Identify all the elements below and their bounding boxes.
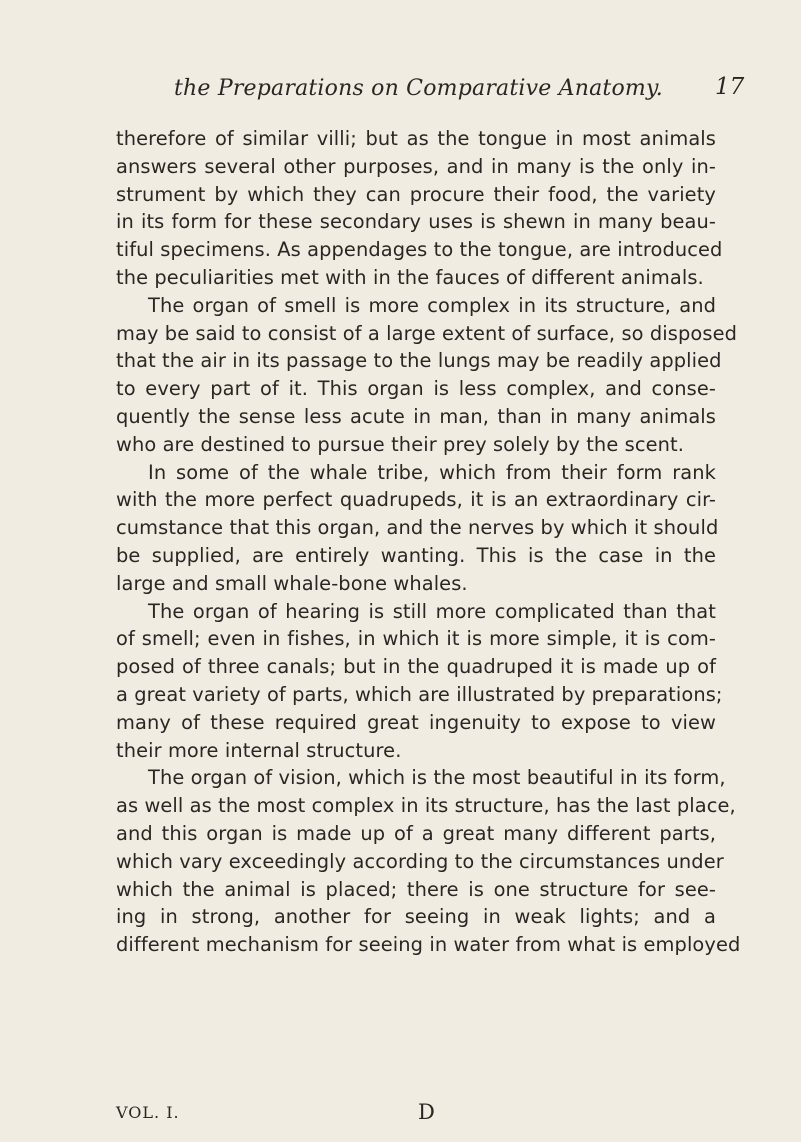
volume-signature: VOL. I. [116,1103,180,1122]
text-line: and this organ is made up of a great many different parts, [116,821,716,845]
text-line: that the air in its passage to the lungs may be readily applied [116,349,722,373]
page-footer [116,1100,716,1131]
text-line: a great variety of parts, which are illustrated by preparations; [116,682,723,706]
text-line: with the more perfect quadrupeds, it is an extraordinary cir- [116,488,716,512]
text-line: tiful specimens. As appendages to the tongue, are introduced [116,238,723,262]
text-line: of smell; even in fishes, in which it is more simple, it is com- [116,627,716,651]
running-title: the Preparations on Comparative Anatomy. [174,76,663,101]
text-line: strument by which they can procure their food, the variety [116,182,716,206]
text-line: the peculiarities met with in the fauces of different animals. [116,265,704,289]
signature-letter: D [418,1100,435,1124]
page-number: 17 [715,74,745,100]
text-line: therefore of similar villi; but as the tongue in most animals [116,127,716,150]
text-line: in its form for these secondary uses is shewn in many beau- [116,210,716,234]
text-line: different mechanism for seeing in water from what is employed [116,933,741,957]
text-line: many of these required great ingenuity to expose to view [116,710,716,734]
text-line: answers several other purposes, and in many is the only in- [116,154,716,178]
text-line: ing in strong, another for seeing in weak lights; and a [116,905,716,929]
paragraph-start-line: In some of the whale tribe, which from their form rank [148,460,716,484]
text-line: posed of three canals; but in the quadruped it is made up of [116,655,716,679]
paragraph-start-line: The organ of hearing is still more complicated than that [148,599,716,623]
text-line: large and small whale-bone whales. [116,571,468,595]
text-line: which the animal is placed; there is one structure for see- [116,877,716,901]
text-line: who are destined to pursue their prey solely by the scent. [116,432,684,456]
text-line: cumstance that this organ, and the nerves by which it should [116,516,719,540]
text-line: may be said to consist of a large extent of surface, so disposed [116,321,738,345]
text-line: which vary exceedingly according to the circumstances under [116,849,724,873]
paragraph-start-line: The organ of smell is more complex in its structure, and [148,293,716,317]
text-line: to every part of it. This organ is less complex, and conse- [116,377,716,401]
text-line: as well as the most complex in its structure, has the last place, [116,794,736,818]
text-line: be supplied, are entirely wanting. This is the case in the [116,543,716,567]
text-line: their more internal structure. [116,738,402,762]
text-line: quently the sense less acute in man, than in many animals [116,404,716,428]
page-body-text [116,125,741,959]
paragraph-start-line: The organ of vision, which is the most beautiful in its form, [148,766,726,790]
